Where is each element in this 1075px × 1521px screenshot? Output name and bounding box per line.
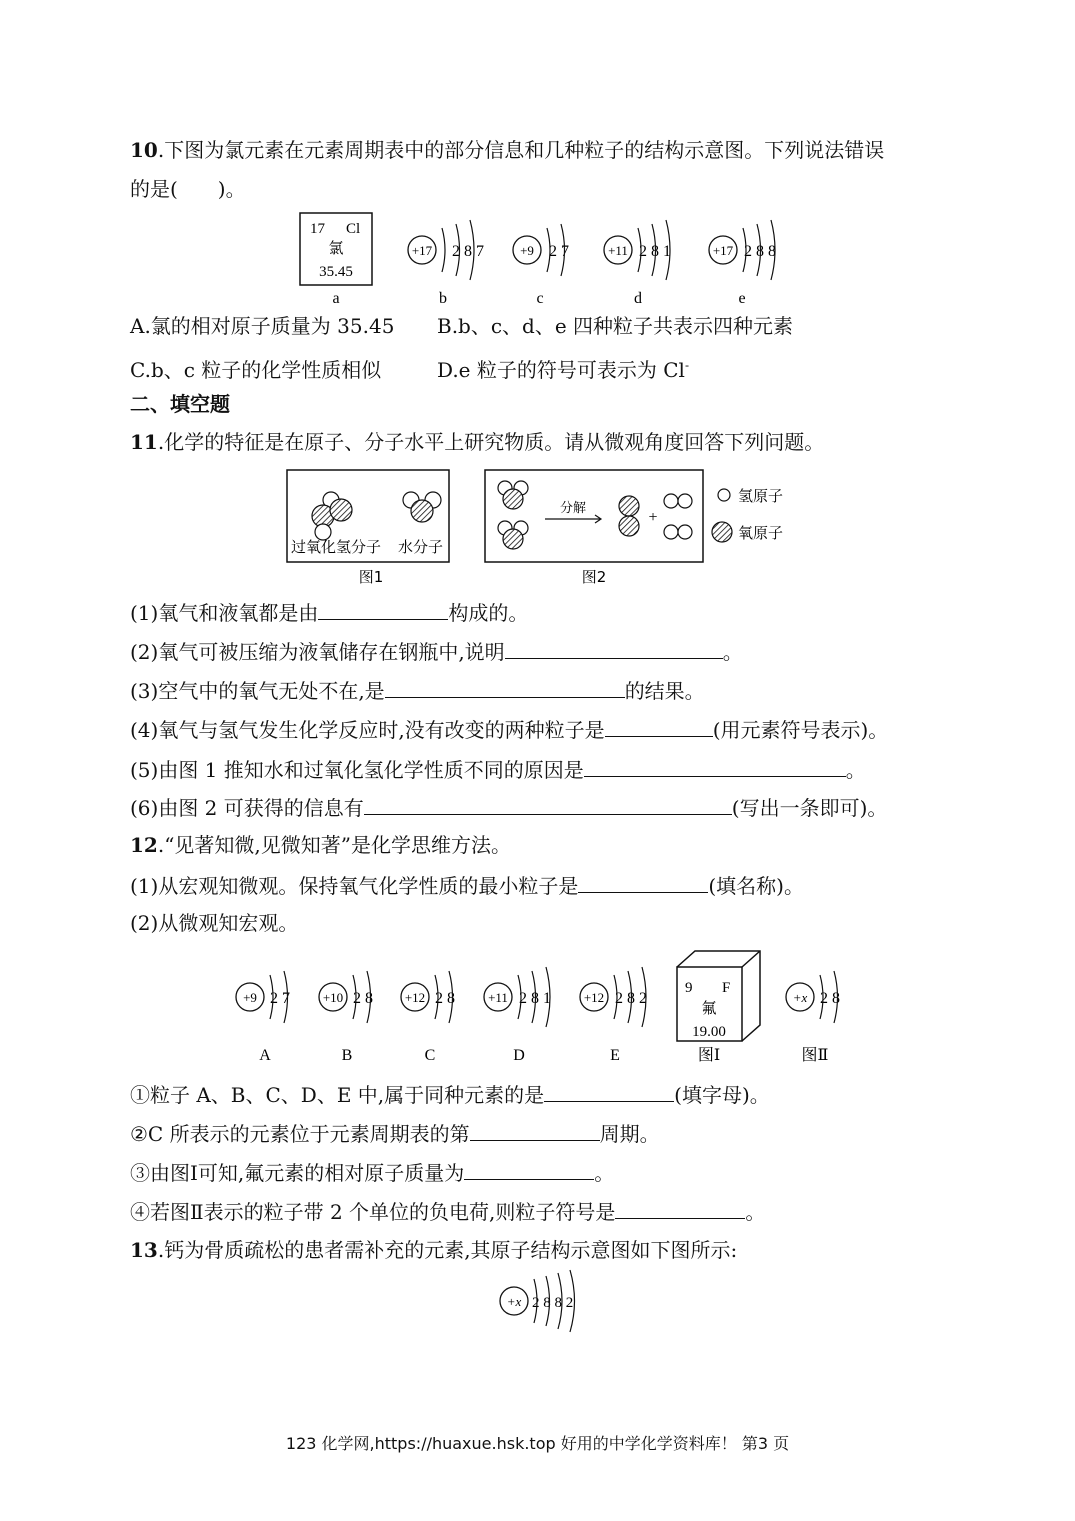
- svg-text:2 8 2: 2 8 2: [615, 990, 647, 1007]
- answer-blank[interactable]: [605, 714, 713, 737]
- particle-E: [580, 967, 647, 1027]
- svg-text:2 7: 2 7: [270, 990, 290, 1007]
- cell-atomic-number: 17: [310, 221, 325, 237]
- answer-blank[interactable]: [470, 1118, 600, 1141]
- particle-A: [236, 971, 290, 1023]
- q11-stem: 11.化学的特征是在原子、分子水平上研究物质。请从微观角度回答下列问题。: [130, 430, 825, 454]
- q10-option-c: C.b、c 粒子的化学性质相似: [130, 357, 382, 382]
- cube-atomic-number: 9: [685, 980, 693, 996]
- svg-text:+17: +17: [712, 243, 734, 258]
- fluorine-periodic-cube: [677, 951, 760, 1041]
- cell-name: 氯: [328, 241, 344, 257]
- q11-part5: (5)由图 1 推知水和过氧化氢化学性质不同的原因是 。: [130, 754, 866, 784]
- label-fig1: 图Ⅰ: [697, 1047, 721, 1064]
- svg-text:2 7: 2 7: [549, 243, 569, 260]
- q12-part2: (2)从微观知宏观。: [130, 911, 299, 935]
- label-c: c: [536, 290, 544, 307]
- answer-blank[interactable]: [615, 1196, 745, 1219]
- answer-blank[interactable]: [578, 870, 708, 893]
- fig2-caption: 图2: [581, 568, 607, 586]
- svg-text:+10: +10: [322, 990, 344, 1005]
- legend-hydrogen: 氢原子: [738, 487, 784, 505]
- svg-text:+9: +9: [520, 243, 534, 258]
- svg-text:2 8: 2 8: [820, 990, 840, 1007]
- fig1-caption: 图1: [358, 568, 384, 586]
- svg-text:+x: +x: [506, 1294, 522, 1309]
- cube-name: 氟: [701, 1001, 717, 1017]
- svg-text:+11: +11: [488, 990, 508, 1005]
- plus-icon: +: [648, 509, 658, 526]
- cell-symbol: Cl: [346, 221, 361, 237]
- label-A: A: [259, 1047, 271, 1064]
- fig2-hydrogen-molecules: [664, 494, 692, 539]
- legend-oxygen-icon: [712, 522, 732, 542]
- particle-b: [408, 220, 484, 280]
- q10-options-row1: [130, 312, 793, 340]
- hydrogen-peroxide-molecule: [312, 492, 352, 540]
- svg-text:+x: +x: [792, 990, 808, 1005]
- q10-option-a: A.氯的相对原子质量为 35.45: [130, 314, 395, 338]
- label-d: d: [634, 290, 642, 307]
- label-D: D: [513, 1047, 525, 1064]
- q13-calcium-diagram: [490, 1266, 590, 1336]
- q12-sub4: ④若图Ⅱ表示的粒子带 2 个单位的负电荷,则粒子符号是 。: [130, 1196, 765, 1226]
- fig1-label-h2o2: 过氧化氢分子: [291, 538, 382, 556]
- q12-figure: [230, 945, 850, 1070]
- section-title: 二、填空题: [130, 392, 230, 416]
- q10-option-d: D.e 粒子的符号可表示为 Cl-: [437, 357, 689, 382]
- answer-blank[interactable]: [544, 1079, 674, 1102]
- label-C: C: [424, 1047, 436, 1064]
- q12-sub3: ③由图Ⅰ可知,氟元素的相对原子质量为 。: [130, 1157, 614, 1187]
- q10-option-b: B.b、c、d、e 四种粒子共表示四种元素: [437, 314, 794, 338]
- svg-text:2 8 1: 2 8 1: [639, 243, 671, 260]
- answer-blank[interactable]: [385, 675, 625, 698]
- q11-figure: [283, 466, 803, 590]
- label-fig2: 图Ⅱ: [801, 1047, 829, 1064]
- q11-part4: (4)氧气与氢气发生化学反应时,没有改变的两种粒子是 (用元素符号表示)。: [130, 714, 888, 744]
- q11-part2: (2)氧气可被压缩为液氧储存在钢瓶中,说明 。: [130, 636, 743, 666]
- legend-oxygen: 氧原子: [738, 524, 784, 542]
- svg-text:+12: +12: [583, 990, 605, 1005]
- label-b: b: [439, 290, 447, 307]
- svg-text:2 8: 2 8: [353, 990, 373, 1007]
- legend-hydrogen-icon: [718, 489, 730, 501]
- q10-stem-line2: 的是( )。: [130, 177, 246, 201]
- answer-blank[interactable]: [318, 597, 448, 620]
- q11-part6: (6)由图 2 可获得的信息有 (写出一条即可)。: [130, 792, 887, 822]
- cube-symbol: F: [722, 980, 731, 996]
- cell-mass: 35.45: [319, 264, 353, 280]
- arrow-icon: [545, 515, 601, 523]
- q12-part1: (1)从宏观知微观。保持氧气化学性质的最小粒子是 (填名称)。: [130, 870, 804, 900]
- particle-e: [709, 220, 776, 280]
- svg-text:2 8 8 2: 2 8 8 2: [532, 1295, 574, 1311]
- particle-fig2: [786, 971, 840, 1023]
- particle-d: [604, 220, 671, 280]
- cube-mass: 19.00: [692, 1024, 726, 1040]
- label-E: E: [610, 1047, 620, 1064]
- answer-blank[interactable]: [505, 636, 723, 659]
- q12-stem: 12.“见著知微,见微知著”是化学思维方法。: [130, 833, 512, 857]
- label-e: e: [738, 290, 746, 307]
- fig2-oxygen-molecule: [619, 496, 639, 536]
- particle-c: [513, 224, 569, 276]
- particle-D: [484, 967, 551, 1027]
- q10-figure: [290, 208, 800, 308]
- svg-text:2 8 1: 2 8 1: [519, 990, 551, 1007]
- q10-stem-line1: 10.下图为氯元素在元素周期表中的部分信息和几种粒子的结构示意图。下列说法错误: [130, 138, 885, 162]
- svg-text:2 8 8: 2 8 8: [744, 243, 776, 260]
- q12-sub2: ②C 所表示的元素位于元素周期表的第 周期。: [130, 1118, 660, 1148]
- fig2-arrow-label: 分解: [559, 501, 587, 516]
- svg-text:+9: +9: [243, 990, 257, 1005]
- q12-sub1: ①粒子 A、B、C、D、E 中,属于同种元素的是 (填字母)。: [130, 1079, 770, 1109]
- label-a: a: [332, 290, 340, 307]
- q11-part3: (3)空气中的氧气无处不在,是 的结果。: [130, 675, 705, 705]
- q13-stem: 13.钙为骨质疏松的患者需补充的元素,其原子结构示意图如下图所示:: [130, 1238, 738, 1262]
- svg-text:+17: +17: [411, 243, 433, 258]
- answer-blank[interactable]: [464, 1157, 594, 1180]
- chlorine-periodic-cell: [300, 213, 372, 285]
- label-B: B: [341, 1047, 353, 1064]
- water-molecule: [403, 492, 441, 522]
- svg-text:2 8: 2 8: [435, 990, 455, 1007]
- svg-text:2 8 7: 2 8 7: [452, 243, 484, 260]
- svg-text:+12: +12: [404, 990, 426, 1005]
- page-footer: 123 化学网,https://huaxue.hsk.top 好用的中学化学资料库！ 第3 页: [285, 1434, 790, 1453]
- q10-options-row2: [130, 351, 689, 384]
- particle-C: [401, 971, 455, 1023]
- answer-blank[interactable]: [584, 754, 846, 777]
- svg-text:+11: +11: [608, 243, 628, 258]
- fig1-label-h2o: 水分子: [398, 538, 444, 556]
- particle-B: [319, 971, 373, 1023]
- answer-blank[interactable]: [364, 792, 732, 815]
- fig2-reactants: [498, 481, 528, 549]
- q11-part1: (1)氧气和液氧都是由 构成的。: [130, 597, 528, 627]
